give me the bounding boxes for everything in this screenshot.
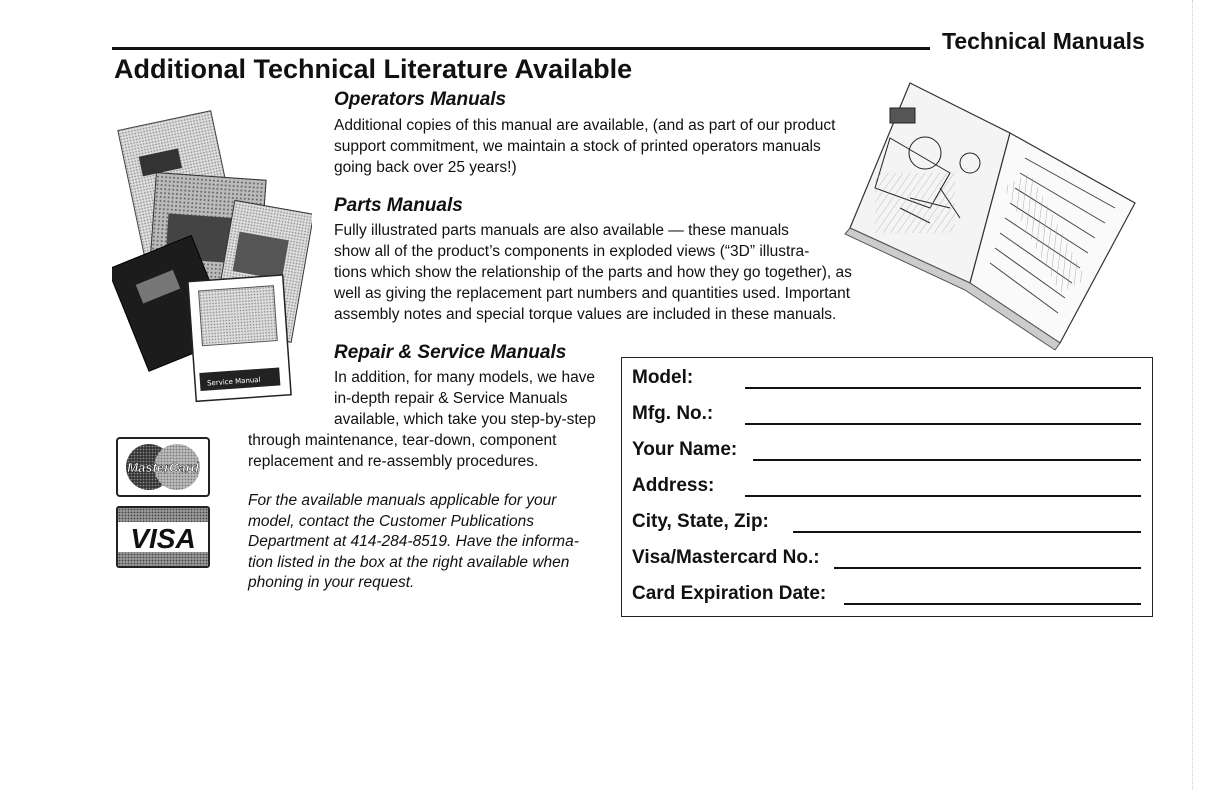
- repair-line: through maintenance, tear-down, component: [248, 432, 557, 449]
- visa-logo: [116, 506, 210, 568]
- address-label: Address:: [632, 475, 715, 496]
- contact-line: tion listed in the box at the right available when: [248, 553, 570, 571]
- parts-line: tions which show the relationship of the parts and how they go together), as: [334, 264, 852, 281]
- mastercard-logo: [116, 437, 210, 497]
- open-parts-manual-illustration: [830, 78, 1140, 353]
- operators-line: support commitment, we maintain a stock of printed operators manuals: [334, 138, 821, 155]
- booklet-front: [188, 275, 291, 401]
- parts-line: assembly notes and special torque values are included in these manuals.: [334, 306, 837, 323]
- model-label: Model:: [632, 367, 694, 388]
- card-expiration-label: Card Expiration Date:: [632, 583, 827, 604]
- parts-heading: Parts Manuals: [334, 195, 463, 216]
- scan-edge: [1192, 0, 1193, 790]
- contact-line: phoning in your request.: [248, 574, 415, 591]
- card-number-field[interactable]: [834, 567, 1141, 569]
- operators-line: Additional copies of this manual are available, (and as part of our product: [334, 117, 836, 134]
- section-label: Technical Manuals: [942, 28, 1145, 54]
- card-number-label: Visa/Mastercard No.:: [632, 547, 820, 568]
- parts-body: [334, 220, 852, 325]
- mfg-no-label: Mfg. No.:: [632, 403, 714, 424]
- address-field[interactable]: [745, 495, 1141, 497]
- order-form-box: [621, 357, 1153, 617]
- mastercard-text: MasterCard: [127, 460, 199, 475]
- repair-line: In addition, for many models, we have: [334, 369, 596, 386]
- header-rule: [112, 47, 930, 50]
- repair-line: replacement and re-assembly procedures.: [248, 453, 539, 470]
- contact-paragraph: [248, 491, 579, 594]
- page-title: Additional Technical Literature Available: [114, 54, 633, 84]
- operators-line: going back over 25 years!): [334, 159, 517, 176]
- repair-line: available, which take you step-by-step: [334, 411, 596, 428]
- repair-line: in-depth repair & Service Manuals: [334, 390, 568, 407]
- manuals-stack-illustration: [112, 108, 312, 408]
- contact-line: model, contact the Customer Publications: [248, 512, 535, 530]
- parts-line: show all of the product’s components in exploded views (“3D” illustra-: [334, 243, 810, 260]
- your-name-field[interactable]: [753, 459, 1141, 461]
- parts-line: well as giving the replacement part numbers and quantities used. Important: [334, 285, 851, 302]
- booklet-label: Service Manual: [206, 375, 261, 388]
- model-field[interactable]: [745, 387, 1141, 389]
- parts-line: Fully illustrated parts manuals are also available — these manuals: [334, 222, 789, 239]
- contact-line: For the available manuals applicable for your: [248, 492, 557, 509]
- your-name-label: Your Name:: [632, 439, 738, 460]
- contact-line: Department at 414-284-8519. Have the informa-: [248, 533, 579, 550]
- city-state-zip-label: City, State, Zip:: [632, 511, 769, 532]
- operators-heading: Operators Manuals: [334, 89, 507, 110]
- city-state-zip-field[interactable]: [793, 531, 1141, 533]
- mfg-no-field[interactable]: [745, 423, 1141, 425]
- card-expiration-field[interactable]: [844, 603, 1141, 605]
- repair-heading: Repair & Service Manuals: [334, 342, 567, 363]
- operators-body: [334, 115, 835, 178]
- visa-text: VISA: [130, 523, 196, 554]
